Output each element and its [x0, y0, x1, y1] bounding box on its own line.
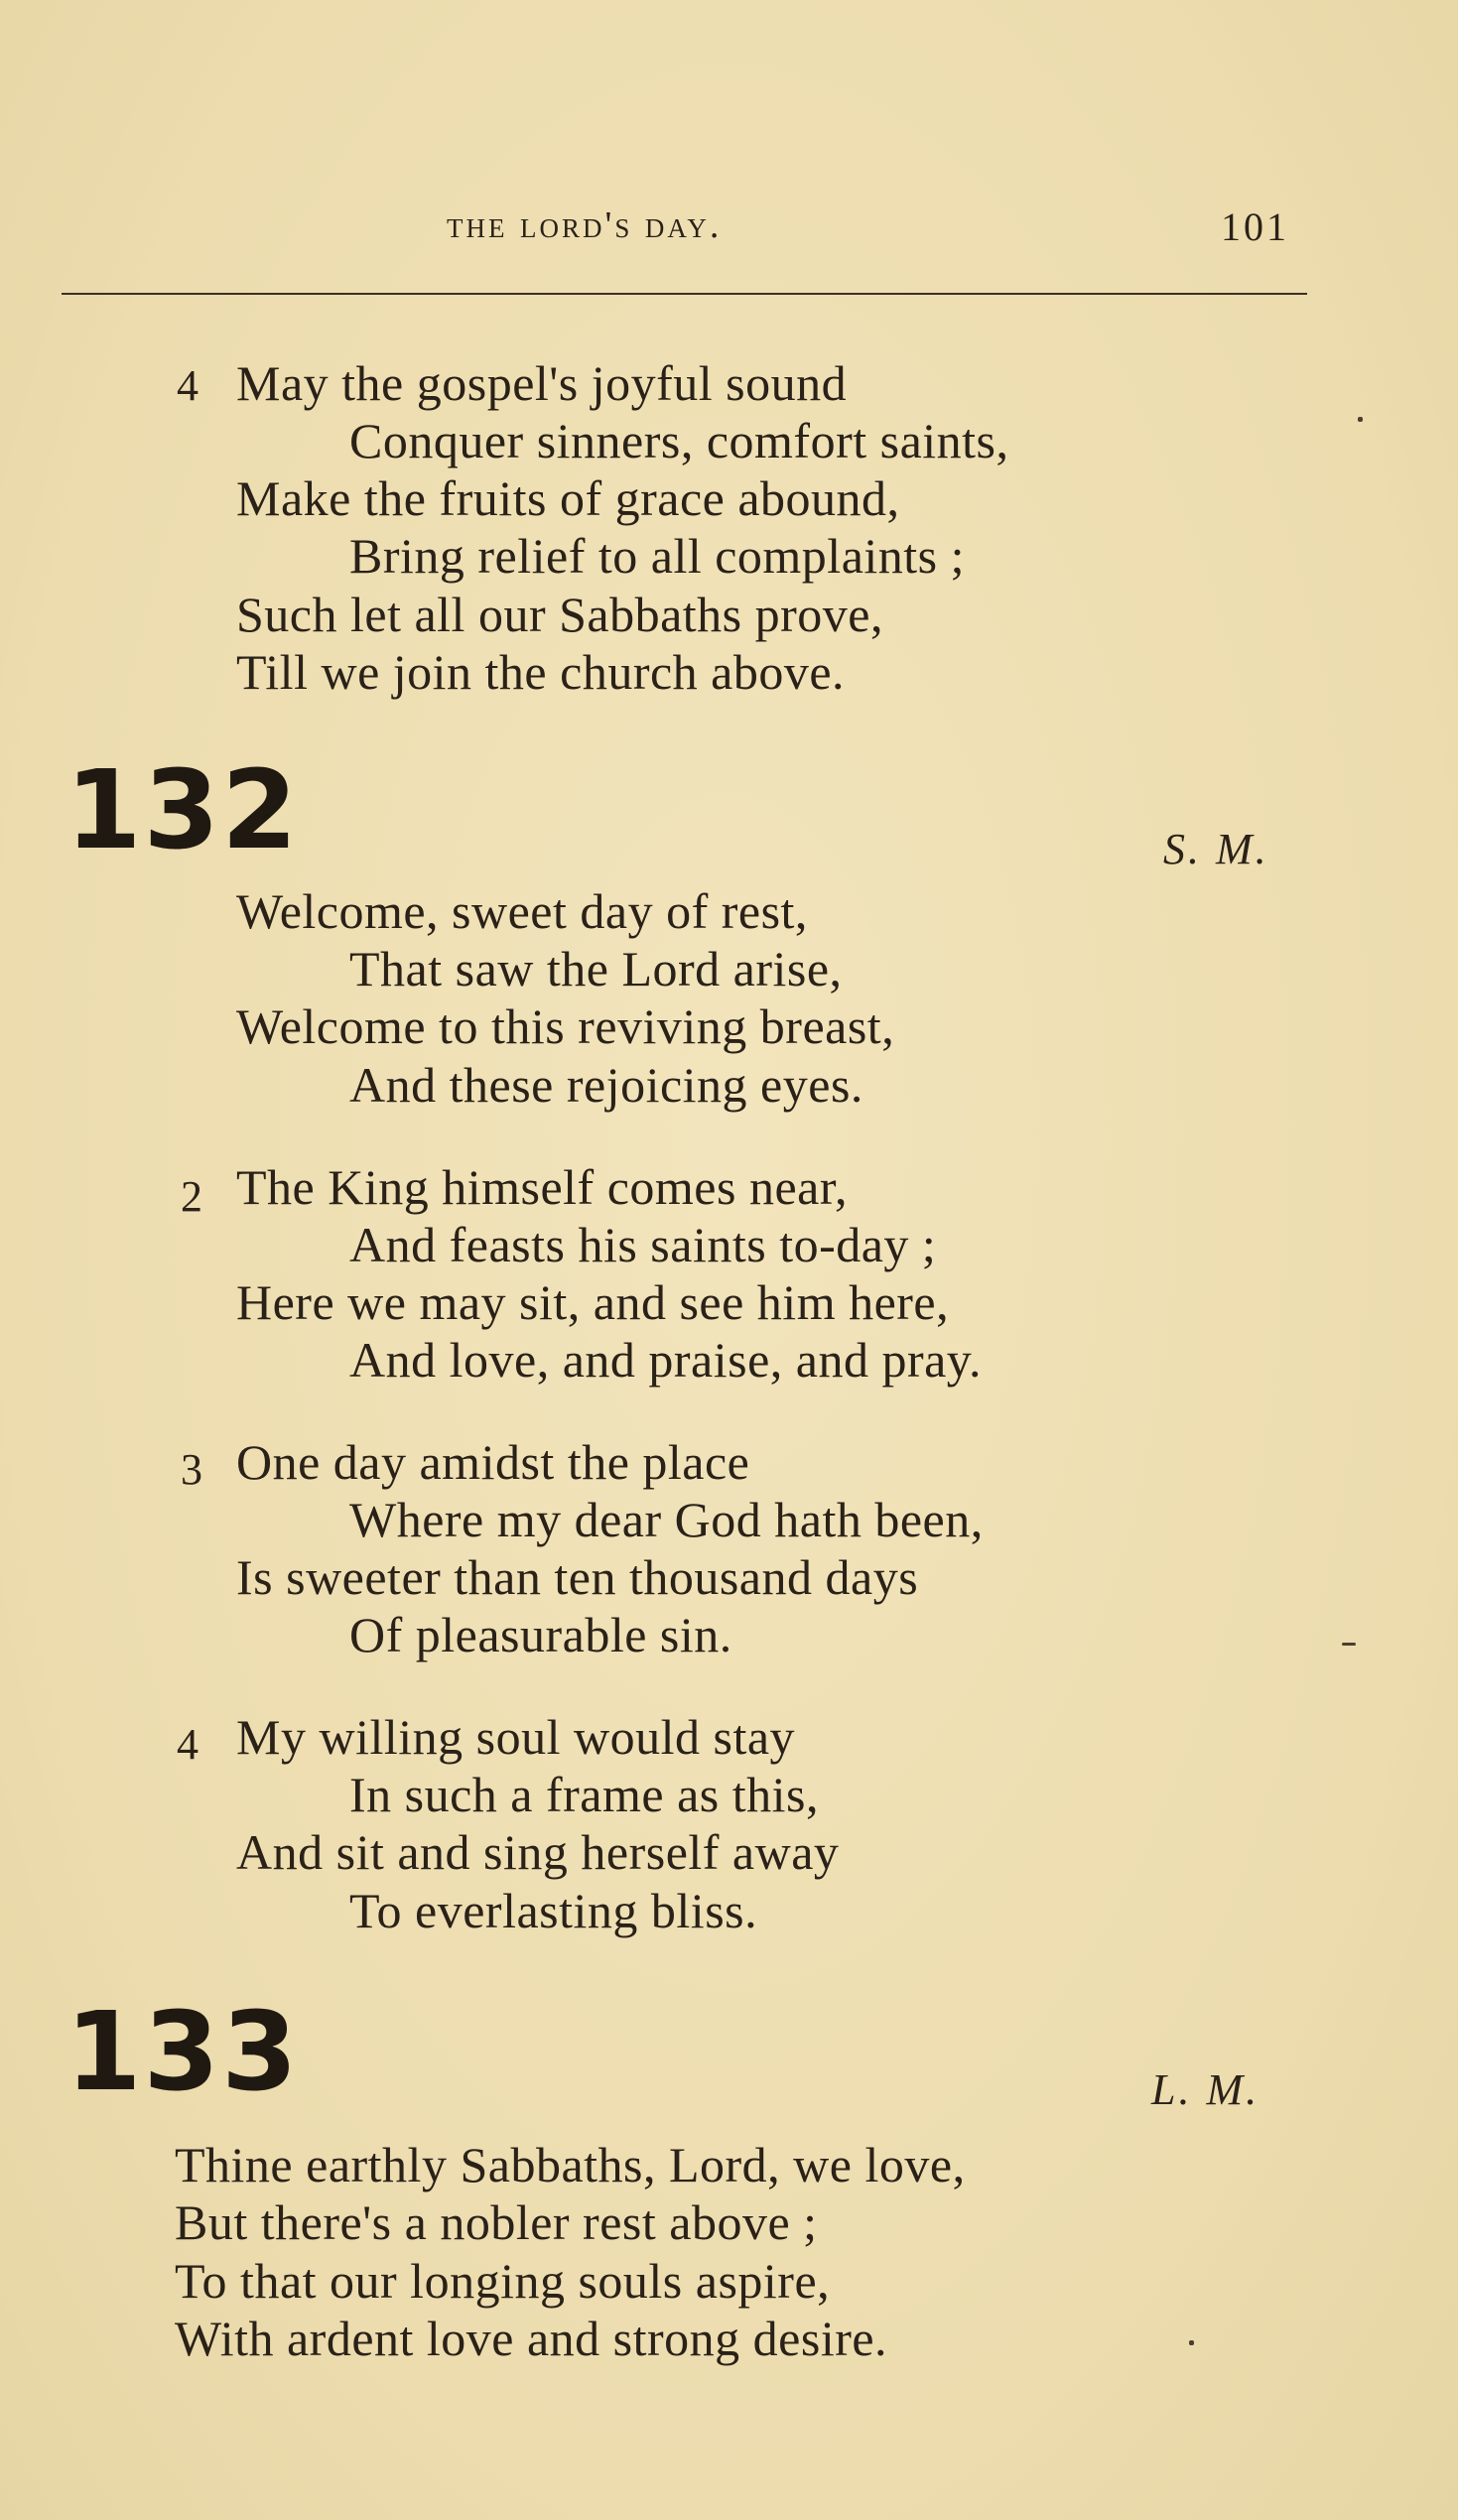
hymn-line: With ardent love and strong desire.: [175, 2311, 888, 2366]
hymn-line: Here we may sit, and see him here,: [236, 1274, 950, 1330]
hymn-line: Welcome, sweet day of rest,: [236, 883, 808, 939]
meter-label: S. M.: [1163, 825, 1269, 873]
hymn-line: That saw the Lord arise,: [349, 941, 843, 996]
hymn-line: My willing soul would stay: [236, 1709, 796, 1765]
verse-number: 3: [181, 1445, 202, 1494]
hymn-line: May the gospel's joyful sound: [236, 355, 848, 411]
page-number: 101: [1221, 204, 1289, 249]
hymn-line: One day amidst the place: [236, 1434, 750, 1490]
print-speck: [1342, 1643, 1356, 1646]
hymn-line: But there's a nobler rest above ;: [175, 2194, 818, 2250]
header-rule: [62, 293, 1307, 295]
hymn-line: Thine earthly Sabbaths, Lord, we love,: [175, 2137, 966, 2192]
hymn-line: Where my dear God hath been,: [349, 1492, 984, 1547]
hymn-line: Till we join the church above.: [236, 644, 846, 700]
hymn-line: The King himself comes near,: [236, 1159, 848, 1215]
hymn-line: Welcome to this reviving breast,: [236, 998, 895, 1054]
print-speck: [1189, 2340, 1194, 2345]
hymn-line: Of pleasurable sin.: [349, 1607, 732, 1662]
verse-number: 2: [181, 1172, 202, 1221]
hymn-number: 133: [66, 1988, 300, 2115]
hymn-line: And feasts his saints to-day ;: [349, 1217, 937, 1272]
hymn-line: To everlasting bliss.: [349, 1883, 758, 1938]
hymn-line: Is sweeter than ten thousand days: [236, 1549, 919, 1605]
hymn-line: Make the fruits of grace abound,: [236, 470, 900, 526]
hymn-line: Bring relief to all complaints ;: [349, 528, 966, 584]
hymn-line: Such let all our Sabbaths prove,: [236, 587, 883, 642]
hymn-line: Conquer sinners, comfort saints,: [349, 413, 1009, 468]
hymn-line: And love, and praise, and pray.: [349, 1332, 983, 1388]
hymn-line: To that our longing souls aspire,: [175, 2253, 831, 2309]
verse-number: 4: [177, 1720, 199, 1769]
verse-number: 4: [177, 361, 199, 410]
print-speck: [1358, 417, 1363, 422]
hymn-line: In such a frame as this,: [349, 1767, 819, 1822]
hymn-line: And these rejoicing eyes.: [349, 1057, 863, 1113]
running-head: the lord's day.: [447, 204, 723, 246]
hymn-line: And sit and sing herself away: [236, 1824, 840, 1880]
hymn-number: 132: [66, 746, 300, 873]
meter-label: L. M.: [1151, 2065, 1260, 2114]
